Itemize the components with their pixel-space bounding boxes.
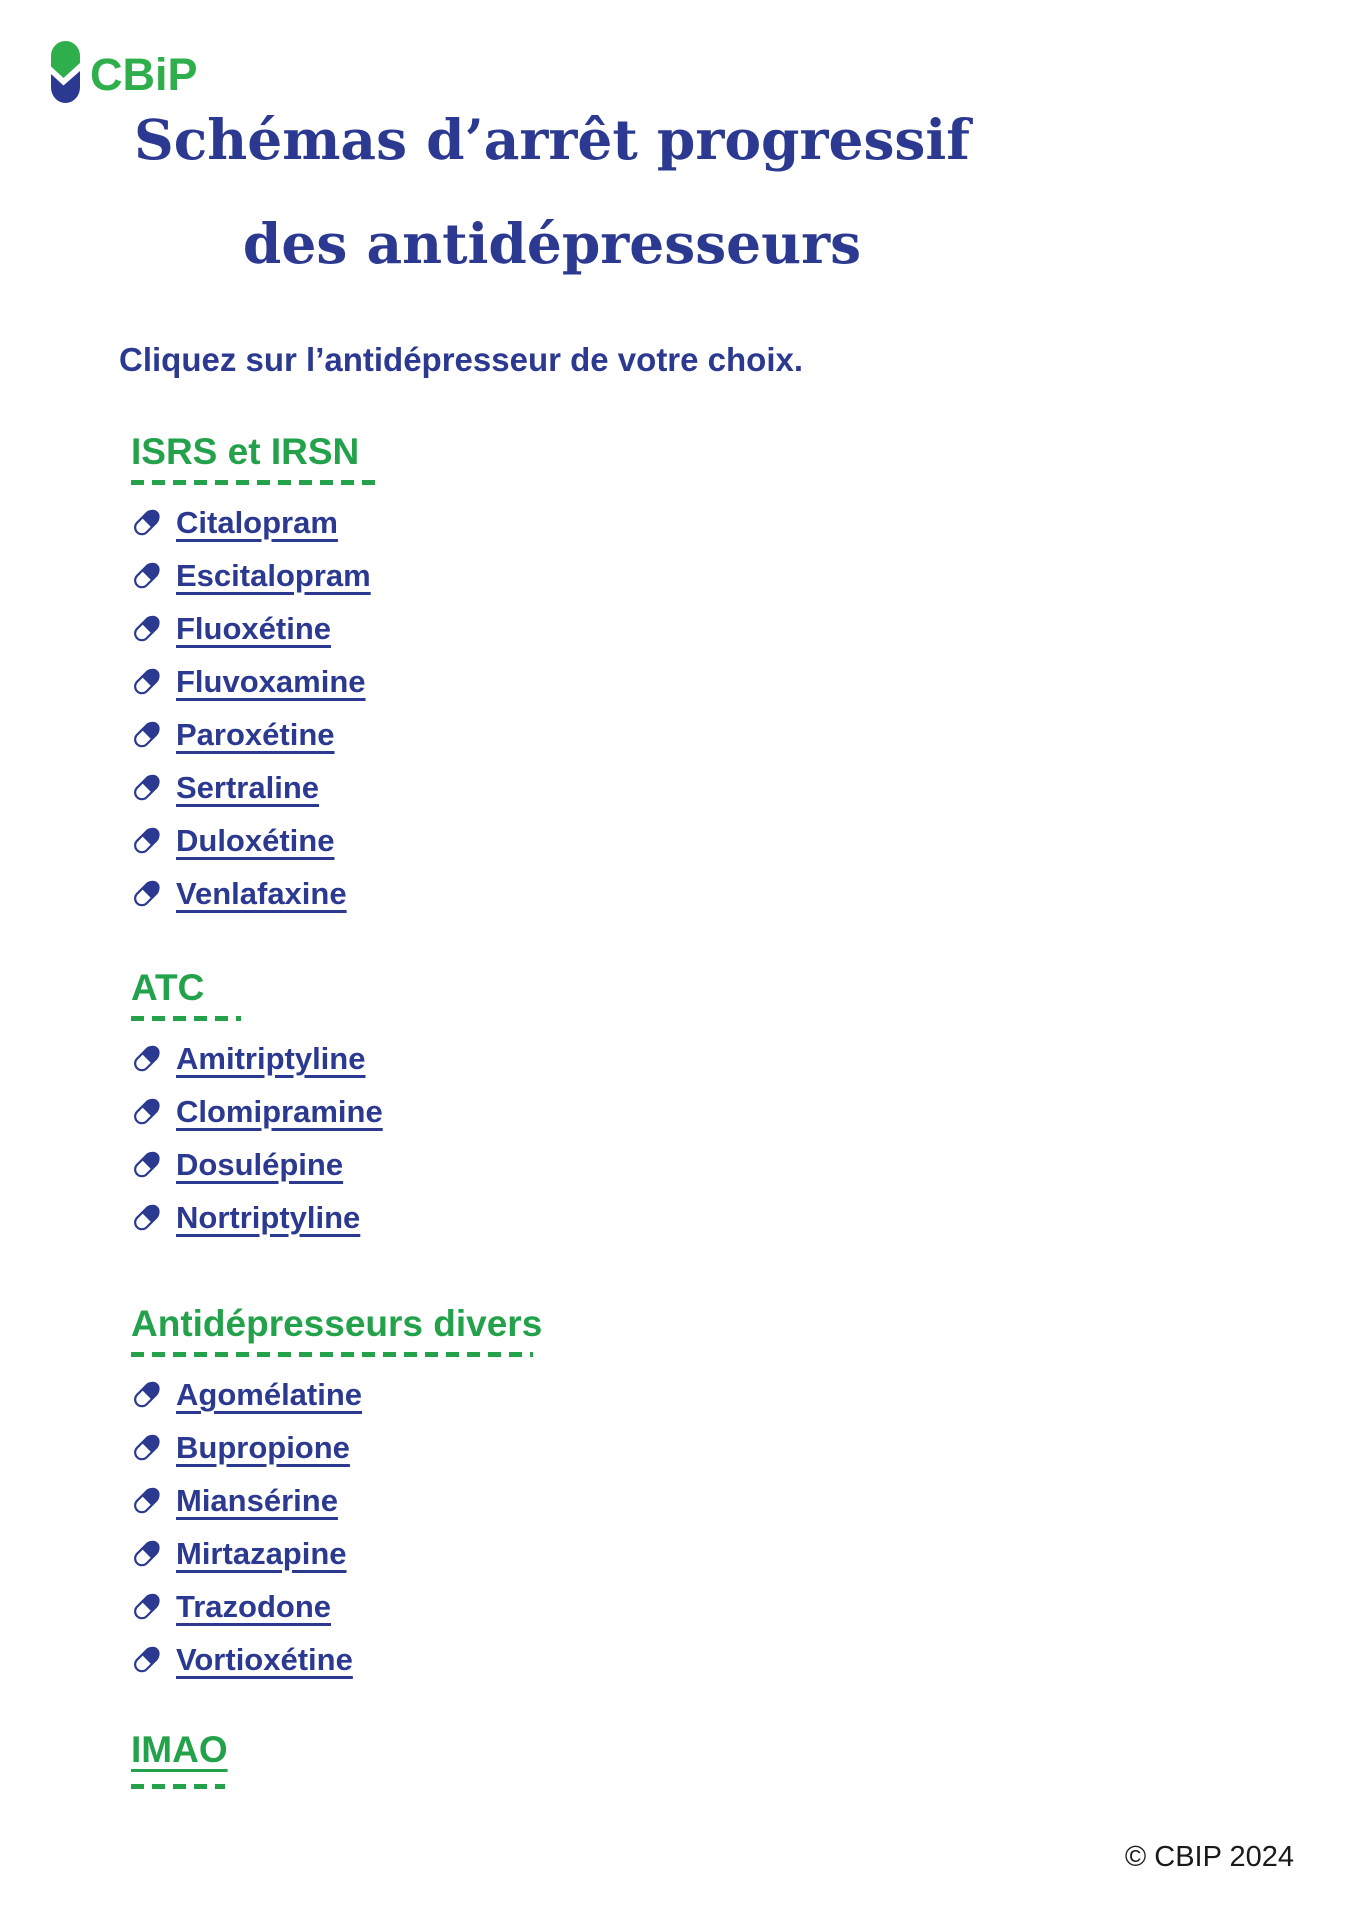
pill-icon [131, 1485, 162, 1516]
section-heading-imao[interactable]: IMAO [131, 1729, 228, 1770]
section-atc [131, 966, 1031, 1244]
section-imao [131, 1728, 1031, 1789]
pill-icon [131, 825, 162, 856]
dashed-underline [131, 480, 379, 485]
drug-list [131, 1368, 1031, 1686]
drug-link-clomipramine[interactable]: Clomipramine [176, 1093, 383, 1129]
drug-list-item [131, 549, 1031, 602]
pill-icon [131, 560, 162, 591]
drug-link-amitriptyline[interactable]: Amitriptyline [176, 1040, 366, 1076]
page-title-line2: des antidépresseurs [242, 211, 862, 276]
drug-list-item [131, 1474, 1031, 1527]
drug-list-item [131, 1368, 1031, 1421]
drug-list-item [131, 1138, 1031, 1191]
instruction-text: Cliquez sur l’antidépresseur de votre choix. [119, 341, 804, 378]
drug-list-item [131, 1580, 1031, 1633]
drug-list-item [131, 814, 1031, 867]
drug-list-item [131, 496, 1031, 549]
dashed-underline [131, 1352, 533, 1357]
drug-list-item [131, 761, 1031, 814]
drug-list [131, 1032, 1031, 1244]
cbip-logo-text: CBiP [90, 49, 198, 100]
pill-icon [131, 719, 162, 750]
drug-list [131, 496, 1031, 920]
pill-icon [131, 1149, 162, 1180]
drug-list-item [131, 1633, 1031, 1686]
sections-container [131, 430, 1031, 1789]
drug-link-agomelatine[interactable]: Agomélatine [176, 1376, 363, 1412]
drug-link-trazodone[interactable]: Trazodone [176, 1588, 332, 1624]
pill-icon [131, 772, 162, 803]
drug-link-vortioxetine[interactable]: Vortioxétine [176, 1641, 353, 1677]
section-heading-isrs-et-irsn: ISRS et IRSN [131, 431, 360, 472]
pill-icon [131, 1096, 162, 1127]
section-heading-antidepresseurs-divers: Antidépresseurs divers [131, 1303, 543, 1344]
drug-link-duloxetine[interactable]: Duloxétine [176, 822, 335, 858]
pill-icon [131, 666, 162, 697]
drug-list-item [131, 1085, 1031, 1138]
drug-link-paroxetine[interactable]: Paroxétine [176, 716, 335, 752]
drug-link-fluoxetine[interactable]: Fluoxétine [176, 610, 332, 646]
drug-list-item [131, 708, 1031, 761]
drug-list-item [131, 1191, 1031, 1244]
pill-icon [131, 1379, 162, 1410]
drug-link-mirtazapine[interactable]: Mirtazapine [176, 1535, 347, 1571]
pill-icon [131, 1644, 162, 1675]
pill-icon [131, 1043, 162, 1074]
drug-link-sertraline[interactable]: Sertraline [176, 769, 320, 805]
pill-icon [131, 1538, 162, 1569]
drug-link-mianserine[interactable]: Miansérine [176, 1482, 338, 1518]
pill-icon [131, 1591, 162, 1622]
pill-icon [131, 878, 162, 909]
drug-list-item [131, 655, 1031, 708]
dashed-underline [131, 1016, 241, 1021]
dashed-underline [131, 1784, 225, 1789]
drug-link-nortriptyline[interactable]: Nortriptyline [176, 1199, 361, 1235]
drug-link-bupropione[interactable]: Bupropione [176, 1429, 350, 1465]
drug-list-item [131, 1527, 1031, 1580]
drug-list-item [131, 602, 1031, 655]
drug-link-citalopram[interactable]: Citalopram [176, 504, 338, 540]
drug-link-fluvoxamine[interactable]: Fluvoxamine [176, 663, 366, 699]
page-title [0, 88, 1104, 296]
drug-link-escitalopram[interactable]: Escitalopram [176, 557, 371, 593]
drug-list-item [131, 1421, 1031, 1474]
section-heading-atc: ATC [131, 967, 205, 1008]
copyright-text: © CBIP 2024 [1124, 1841, 1294, 1873]
section-antidepresseurs-divers [131, 1302, 1031, 1686]
pill-icon [131, 1202, 162, 1233]
page-title-line1: Schémas d’arrêt progressif [134, 107, 970, 172]
pill-icon [131, 1432, 162, 1463]
section-isrs-et-irsn [131, 430, 1031, 920]
pill-icon [131, 613, 162, 644]
pill-icon [131, 507, 162, 538]
drug-list-item [131, 1032, 1031, 1085]
drug-link-venlafaxine[interactable]: Venlafaxine [176, 875, 347, 911]
drug-link-dosulepine[interactable]: Dosulépine [176, 1146, 344, 1182]
drug-list-item [131, 867, 1031, 920]
